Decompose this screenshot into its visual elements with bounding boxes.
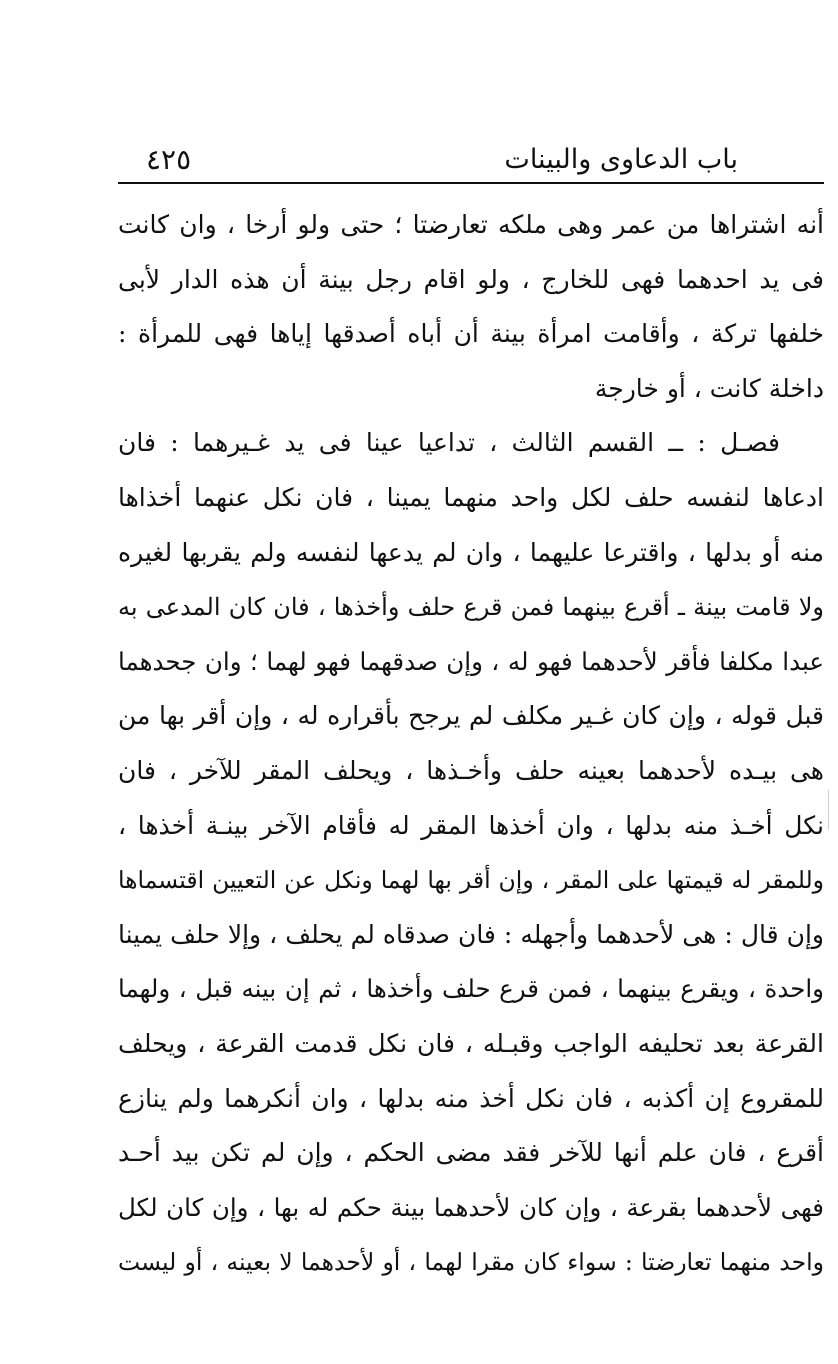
text-line: للمقروع إن أكذبه ، فان نكل أخذ منه بدلها ، وان أنكرهما ولم ينازع: [118, 1083, 824, 1113]
body-text: [118, 198, 824, 1290]
text-line: نكل أخـذ منه بدلها ، وان أخذها المقر له فأقام الآخر بينـة أخذها ،: [118, 810, 824, 840]
text-line: هى بيـده لأحدهما بعينه حلف وأخـذها ، ويحلف المقر للآخر ، فان: [118, 755, 824, 785]
scan-margin-mark: [828, 790, 829, 830]
text-line: واحدة ، ويقرع بينهما ، فمن قرع حلف وأخذها ، ثم إن بينه قبل ، ولهما: [118, 974, 824, 1004]
text-line: منه أو بدلها ، واقترعا عليهما ، وان لم يدعها لنفسه ولم يقربها لغيره: [118, 537, 824, 567]
header-divider: [118, 182, 824, 184]
text-line: خلفها تركة ، وأقامت امرأة بينة أن أباه أصدقها إياها فهى للمرأة :: [118, 319, 824, 349]
text-line: فى يد احدهما فهى للخارج ، ولو اقام رجل بينة أن هذه الدار لأبى: [118, 264, 824, 294]
text-line: ولا قامت بينة ـ أقرع بينهما فمن قرع حلف وأخذها ، فان كان المدعى به: [118, 593, 824, 622]
text-line: ادعاها لنفسه حلف لكل واحد منهما يمينا ، فان نكل عنهما أخذاها: [118, 482, 824, 512]
section-heading-line: فصـل : ــ القسم الثالث ، تداعيا عينا فى يد غـيرهما : فان: [118, 428, 780, 458]
page-number: ٤٢٥: [146, 143, 192, 176]
text-line: عبدا مكلفا فأقر لأحدهما فهو له ، وإن صدقهما فهو لهما ؛ وان جحدهما: [118, 646, 824, 676]
text-line: أنه اشتراها من عمر وهى ملكه تعارضتا ؛ حتى ولو أرخا ، وان كانت: [118, 210, 824, 239]
running-header: [118, 138, 824, 182]
text-line: فهى لأحدهما بقرعة ، وإن كان لأحدهما بينة حكم له بها ، وإن كان لكل: [118, 1192, 824, 1222]
text-line: أقرع ، فان علم أنها للآخر فقد مضى الحكم ، وإن لم تكن بيد أحـد: [118, 1138, 824, 1168]
text-line: قبل قوله ، وإن كان غـير مكلف لم يرجح بأقراره له ، وإن أقر بها من: [118, 701, 824, 731]
chapter-title: باب الدعاوى والبينات: [504, 144, 738, 175]
text-line: داخلة كانت ، أو خارجة: [594, 373, 824, 403]
text-line: واحد منهما تعارضتا : سواء كان مقرا لهما ، أو لأحدهما لا بعينه ، أو ليست: [118, 1248, 824, 1277]
text-line: وللمقر له قيمتها على المقر ، وإن أقر بها لهما ونكل عن التعيين اقتسماها: [118, 866, 824, 895]
text-line: القرعة بعد تحليفه الواجب وقبـله ، فان نكل قدمت القرعة ، ويحلف: [118, 1028, 824, 1058]
text-line: وإن قال : هى لأحدهما وأجهله : فان صدقاه لم يحلف ، وإلا حلف يمينا: [118, 919, 824, 949]
